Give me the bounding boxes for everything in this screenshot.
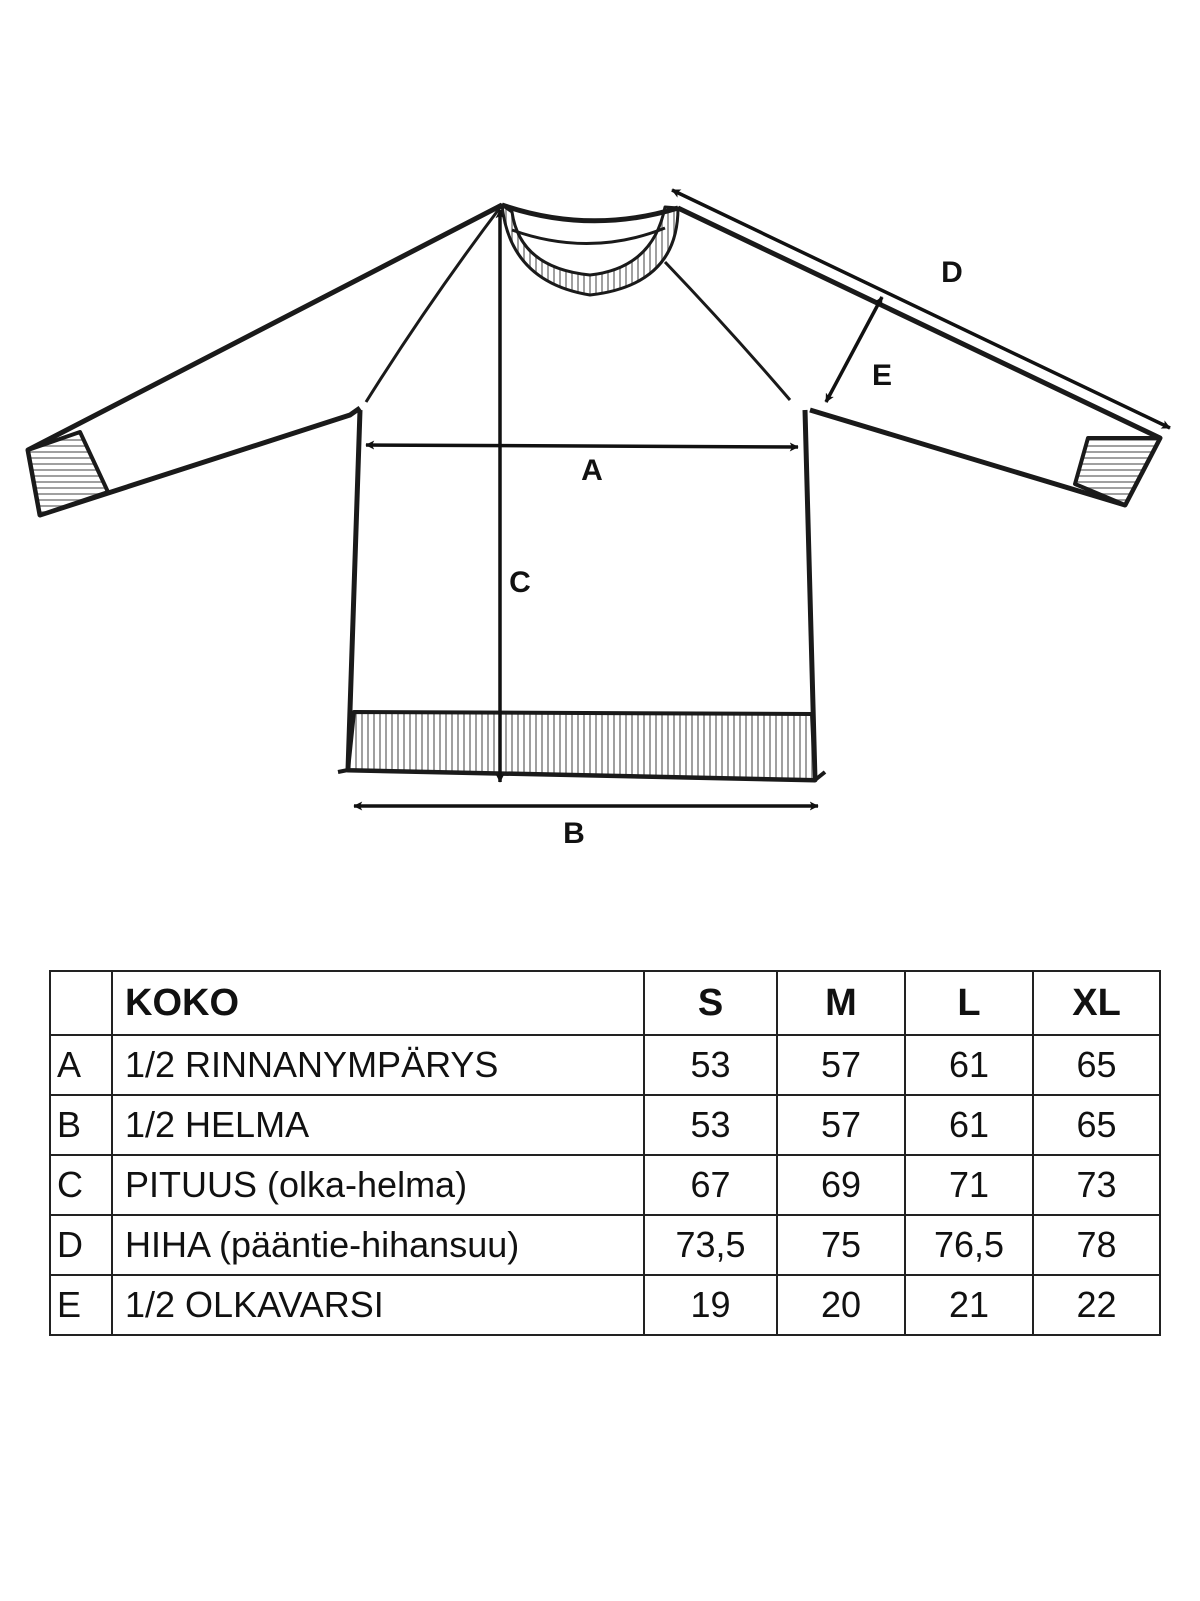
row-name: 1/2 RINNANYMPÄRYS [112, 1035, 644, 1095]
arrow-d [672, 190, 1170, 428]
row-name: HIHA (pääntie-hihansuu) [112, 1215, 644, 1275]
label-c: C [509, 566, 531, 599]
header-koko: KOKO [112, 971, 644, 1035]
label-a: A [581, 454, 603, 487]
row-letter: E [50, 1275, 112, 1335]
value-m: 20 [777, 1275, 905, 1335]
value-m: 75 [777, 1215, 905, 1275]
header-size-l: L [905, 971, 1033, 1035]
header-size-xl: XL [1033, 971, 1160, 1035]
table-row [50, 1215, 1160, 1275]
value-s: 19 [644, 1275, 777, 1335]
label-d: D [941, 256, 963, 289]
value-xl: 78 [1033, 1215, 1160, 1275]
value-l: 61 [905, 1035, 1033, 1095]
header-size-m: M [777, 971, 905, 1035]
row-name: PITUUS (olka-helma) [112, 1155, 644, 1215]
row-letter: B [50, 1095, 112, 1155]
row-letter: D [50, 1215, 112, 1275]
value-xl: 65 [1033, 1035, 1160, 1095]
value-s: 67 [644, 1155, 777, 1215]
value-m: 57 [777, 1035, 905, 1095]
row-name: 1/2 HELMA [112, 1095, 644, 1155]
table-row [50, 1035, 1160, 1095]
left-cuff [28, 432, 108, 515]
value-xl: 73 [1033, 1155, 1160, 1215]
table-header-row [50, 971, 1160, 1035]
value-m: 57 [777, 1095, 905, 1155]
value-l: 76,5 [905, 1215, 1033, 1275]
label-b: B [563, 817, 585, 850]
row-letter: C [50, 1155, 112, 1215]
row-name: 1/2 OLKAVARSI [112, 1275, 644, 1335]
value-l: 71 [905, 1155, 1033, 1215]
table-row [50, 1155, 1160, 1215]
label-e: E [871, 359, 893, 392]
hem-rib [348, 712, 815, 780]
value-s: 53 [644, 1035, 777, 1095]
value-l: 21 [905, 1275, 1033, 1335]
value-xl: 22 [1033, 1275, 1160, 1335]
table-row [50, 1275, 1160, 1335]
value-l: 61 [905, 1095, 1033, 1155]
size-table [49, 970, 1161, 1336]
value-m: 69 [777, 1155, 905, 1215]
table-row [50, 1095, 1160, 1155]
row-letter: A [50, 1035, 112, 1095]
header-letter-cell [50, 971, 112, 1035]
arrow-a [366, 445, 798, 447]
value-s: 73,5 [644, 1215, 777, 1275]
sweater-outline [28, 205, 1160, 780]
value-xl: 65 [1033, 1095, 1160, 1155]
value-s: 53 [644, 1095, 777, 1155]
header-size-s: S [644, 971, 777, 1035]
